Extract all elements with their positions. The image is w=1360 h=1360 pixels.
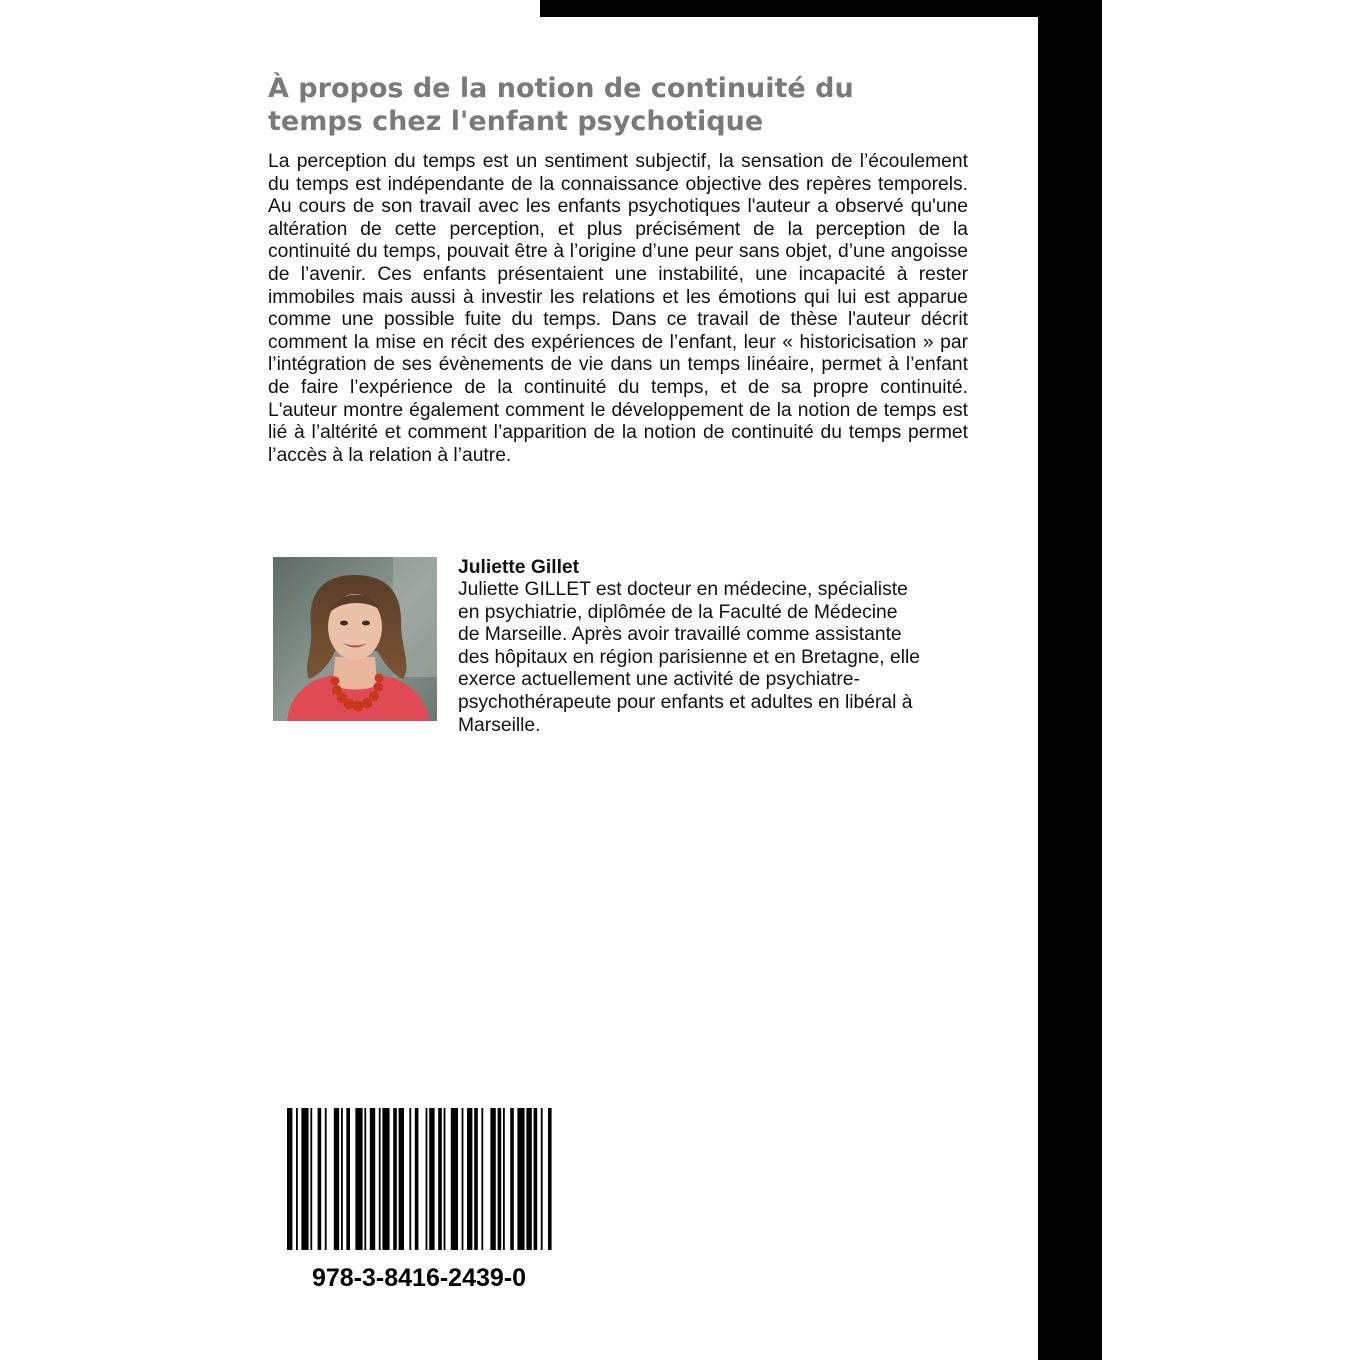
barcode-bar (541, 1108, 543, 1250)
author-bio-line: de Marseille. Après avoir travaillé comme assistante (458, 624, 902, 646)
barcode-bar (415, 1108, 419, 1250)
barcode-bar (451, 1108, 458, 1250)
barcode-bar (474, 1108, 478, 1250)
barcode-bar (548, 1108, 552, 1250)
author-bio-line: exerce actuellement une activité de psychiatre- (458, 669, 860, 691)
isbn-number: 978-3-8416-2439-0 (311, 1264, 527, 1292)
author-bio (458, 579, 978, 737)
barcode-bar (490, 1108, 495, 1250)
barcode-bar (346, 1108, 350, 1250)
barcode-bar (517, 1108, 524, 1250)
barcode-bar (310, 1108, 312, 1250)
barcode-bar (426, 1108, 428, 1250)
barcode-bar (498, 1108, 502, 1250)
barcode-bar (370, 1108, 375, 1250)
barcode-bar (287, 1108, 292, 1250)
barcode-bar (325, 1108, 327, 1250)
barcode-bar (503, 1108, 505, 1250)
barcode-bar (341, 1108, 343, 1250)
barcode-bar (526, 1108, 531, 1250)
barcode-bar (438, 1108, 442, 1250)
barcode-bar (467, 1108, 472, 1250)
book-spine (1038, 0, 1102, 1360)
barcode-bar (355, 1108, 362, 1250)
author-bio-line: des hôpitaux en région parisienne et en Bretagne, elle (458, 646, 921, 668)
book-title (268, 72, 988, 138)
barcode-bar (318, 1108, 322, 1250)
barcode-bar (409, 1108, 411, 1250)
barcode-bar (379, 1108, 381, 1250)
barcode-bar (534, 1108, 538, 1250)
barcode-bars (285, 1108, 553, 1250)
cover-top-band (540, 0, 1102, 17)
barcode-bar (481, 1108, 483, 1250)
barcode-bar (393, 1108, 397, 1250)
barcode-bar (444, 1108, 446, 1250)
isbn-barcode (285, 1108, 553, 1250)
book-blurb: La perception du temps est un sentiment subjectif, la sensation de l’écoulement du temps est indépendante de la connaissance objective des repères temporels. Au cours de son travail avec les enfants psychotiques l'auteur a observé qu'une altération de cette perception, et plus précisément de la perception de la continuité du temps, pouvait être à l’origine d’une peur sans objet, d’une angoisse de l’avenir. Ces enfants présentaient une instabilité, une incapacité à rester immobiles mais aussi à investir les relations et les émotions qui lui est apparue comme une possible fuite du temps. Dans ce travail de thèse l'auteur décrit comment la mise en récit des expériences de l’enfant, leur « historicisation » par l’intégration de ses évènements de vie dans un temps linéaire, permet à l’enfant de faire l’expérience de la continuité du temps, et de sa propre continuité. L'auteur montre également comment le développement de la notion de temps est lié à l’altérité et comment l’apparition de la notion de continuité du temps permet l’accès à la relation à l’autre. (268, 151, 968, 466)
barcode-bar (510, 1108, 514, 1250)
barcode-bar (382, 1108, 389, 1250)
author-bio-line: Juliette GILLET est docteur en médecine, spécialiste (458, 579, 908, 600)
author-bio-line: Marseille. (458, 714, 541, 736)
barcode-bar (334, 1108, 339, 1250)
barcode-bar (462, 1108, 464, 1250)
barcode-bar (301, 1108, 308, 1250)
title-line-2: temps chez l'enfant psychotique (268, 106, 764, 137)
author-portrait-image (273, 557, 437, 721)
author-bio-line: psychothérapeute pour enfants et adultes en libéral à (458, 691, 913, 713)
barcode-bar (399, 1108, 404, 1250)
barcode-bar (429, 1108, 434, 1250)
author-bio-line: en psychiatrie, diplômée de la Faculté de Médecine (458, 601, 898, 623)
author-photo (273, 557, 437, 721)
barcode-bar (296, 1108, 298, 1250)
title-line-1: À propos de la notion de continuité du (268, 73, 854, 104)
barcode-bar (364, 1108, 366, 1250)
author-name: Juliette Gillet (458, 557, 580, 578)
